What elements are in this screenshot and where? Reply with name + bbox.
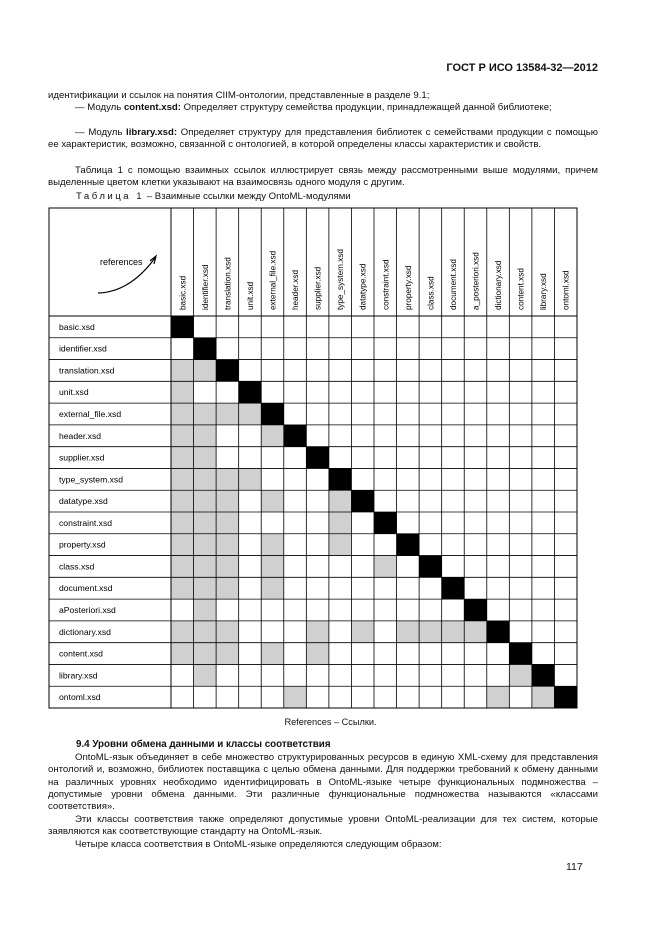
library-module-name: library.xsd:	[126, 127, 178, 138]
reference-cell	[171, 447, 194, 469]
reference-cell	[419, 621, 442, 643]
reference-cell	[171, 468, 194, 490]
column-header-label: library.xsd	[539, 273, 549, 310]
reference-cell	[171, 360, 194, 382]
reference-cell	[194, 621, 217, 643]
reference-cell	[194, 599, 217, 621]
column-header-label: dictionary.xsd	[494, 260, 504, 310]
table-caption-label: Таблица 1	[76, 191, 145, 202]
column-header-label: a_posteriori.xsd	[471, 252, 481, 310]
table-intro-paragraph: Таблица 1 с помощью взаимных ссылок иллюстрирует связь между рассмотренными выше модулями, причем выделенные цветом клетки указывают на взаимосвязь одного модуля с другим.	[48, 165, 598, 189]
reference-cell	[194, 490, 217, 512]
self-cell	[284, 425, 307, 447]
row-header-label: datatype.xsd	[59, 496, 108, 507]
reference-cell	[194, 447, 217, 469]
row-header-label: library.xsd	[59, 670, 98, 681]
reference-cell	[194, 643, 217, 665]
column-header-label: ontoml.xsd	[561, 270, 571, 310]
self-cell	[261, 403, 284, 425]
column-header-label: property.xsd	[403, 265, 413, 310]
column-header-label: supplier.xsd	[313, 266, 323, 310]
reference-cell	[284, 686, 307, 708]
reference-cell	[194, 664, 217, 686]
self-cell	[194, 338, 217, 360]
row-header-label: dictionary.xsd	[59, 626, 111, 637]
library-item-text: Определяет структуру для представления библиотек с семействами продукции с помощью ее характеристик, возможно, связанной с онтологией, в которой определены классы характеристик и свойств.	[48, 127, 598, 151]
column-header-label: datatype.xsd	[358, 263, 368, 310]
self-cell	[509, 643, 532, 665]
row-header-label: unit.xsd	[59, 387, 89, 398]
column-header-label: document.xsd	[448, 259, 458, 310]
reference-cell	[216, 468, 239, 490]
row-header-label: type_system.xsd	[59, 474, 123, 485]
self-cell	[239, 381, 262, 403]
column-header-label: basic.xsd	[178, 275, 188, 310]
reference-cell	[306, 643, 329, 665]
row-header-label: translation.xsd	[59, 365, 115, 376]
reference-cell	[171, 403, 194, 425]
column-header-label: class.xsd	[426, 276, 436, 310]
reference-cell	[171, 490, 194, 512]
reference-cell	[216, 577, 239, 599]
reference-cell	[171, 643, 194, 665]
column-header-label: unit.xsd	[245, 281, 255, 310]
reference-cell	[261, 577, 284, 599]
column-header-label: type_system.xsd	[336, 249, 346, 310]
row-header-label: property.xsd	[59, 539, 106, 550]
self-cell	[306, 447, 329, 469]
self-cell	[464, 599, 487, 621]
reference-cell	[194, 425, 217, 447]
reference-cell	[194, 577, 217, 599]
reference-cell	[194, 556, 217, 578]
reference-cell	[464, 621, 487, 643]
self-cell	[442, 577, 465, 599]
reference-cell	[216, 643, 239, 665]
row-header-label: basic.xsd	[59, 321, 95, 332]
row-header-label: content.xsd	[59, 648, 103, 659]
standard-header: ГОСТ Р ИСО 13584-32—2012	[446, 62, 598, 74]
self-cell	[397, 534, 420, 556]
reference-cell	[194, 468, 217, 490]
row-header-label: ontoml.xsd	[59, 692, 101, 703]
reference-cell	[171, 577, 194, 599]
row-header-label: external_file.xsd	[59, 409, 122, 419]
reference-cell	[171, 425, 194, 447]
section-heading: 9.4 Уровни обмена данными и классы соответствия	[76, 739, 331, 750]
self-cell	[171, 316, 194, 338]
self-cell	[554, 686, 577, 708]
self-cell	[487, 621, 510, 643]
reference-cell	[171, 621, 194, 643]
reference-cell	[397, 621, 420, 643]
reference-cell	[306, 621, 329, 643]
reference-cell	[216, 403, 239, 425]
self-cell	[532, 664, 555, 686]
content-module-name: content.xsd:	[123, 102, 181, 113]
row-header-label: constraint.xsd	[59, 517, 113, 528]
corner-cell	[98, 256, 156, 293]
table-caption-text: – Взаимные ссылки между OntoML-модулями	[144, 191, 351, 202]
reference-cell	[261, 425, 284, 447]
reference-cell	[216, 490, 239, 512]
reference-cell	[442, 621, 465, 643]
row-header-label: supplier.xsd	[59, 452, 105, 463]
reference-cell	[261, 643, 284, 665]
reference-cell	[329, 512, 352, 534]
intro-line: идентификации и ссылок на понятия CIIM-онтологии, представленные в разделе 9.1;	[48, 90, 430, 101]
reference-cell	[216, 512, 239, 534]
reference-cell	[216, 534, 239, 556]
page-number: 117	[566, 861, 583, 873]
self-cell	[216, 360, 239, 382]
reference-cell	[194, 403, 217, 425]
reference-cell	[487, 686, 510, 708]
reference-cell	[216, 621, 239, 643]
section-paragraph-3: Четыре класса соответствия в OntoML-языке определяются следующим образом:	[75, 839, 442, 850]
reference-cell	[351, 621, 374, 643]
column-header-label: external_file.xsd	[268, 250, 278, 310]
reference-cell	[329, 534, 352, 556]
reference-cell	[261, 490, 284, 512]
reference-cell	[194, 512, 217, 534]
reference-cell	[509, 664, 532, 686]
reference-cell	[171, 534, 194, 556]
column-header-label: constraint.xsd	[381, 259, 391, 310]
reference-cell	[171, 381, 194, 403]
self-cell	[329, 468, 352, 490]
content-item-prefix: — Модуль	[75, 102, 124, 113]
self-cell	[374, 512, 397, 534]
column-header-label: identifier.xsd	[200, 264, 210, 310]
reference-cell	[239, 468, 262, 490]
column-header-label: content.xsd	[516, 268, 526, 310]
library-item-prefix: — Модуль	[75, 127, 127, 138]
self-cell	[351, 490, 374, 512]
reference-cell	[261, 556, 284, 578]
reference-cell	[194, 534, 217, 556]
reference-cell	[261, 534, 284, 556]
reference-cell	[216, 556, 239, 578]
row-header-label: aPosteriori.xsd	[59, 605, 116, 615]
reference-cell	[239, 403, 262, 425]
reference-cell	[194, 360, 217, 382]
reference-cell	[329, 490, 352, 512]
column-header-label: translation.xsd	[223, 257, 233, 310]
corner-references-label: references	[100, 257, 143, 267]
column-header-label: header.xsd	[291, 269, 301, 310]
self-cell	[419, 556, 442, 578]
row-header-label: document.xsd	[59, 583, 113, 594]
section-paragraph-2: Эти классы соответствия также определяют допустимые уровни OntoML-реализации для тех систем, которые заявляются как соответствующие стандарту на OntoML-язык.	[48, 814, 598, 838]
reference-cell	[374, 556, 397, 578]
reference-cell	[532, 686, 555, 708]
section-paragraph-1: OntoML-язык объединяет в себе множество структурированных ресурсов в единую XML-схему для представления онтологий и, возможно, библиотек поставщика с целью обмена данными. Для поддержки требований к обмену данными на различных уровнях необходимо идентифицировать в OntoML-языке четыре функциональных подмножества – допустимые уровни обмена данными. Эти различные функциональные подмножества называются «классами соответствия».	[48, 752, 598, 813]
row-header-label: header.xsd	[59, 430, 102, 441]
row-header-label: class.xsd	[59, 561, 95, 572]
table-footnote: References – Ссылки.	[284, 717, 377, 727]
row-header-label: identifier.xsd	[59, 343, 107, 354]
reference-cell	[171, 556, 194, 578]
content-item-text: Определяет структуру семейства продукции, принадлежащей данной библиотеке;	[180, 102, 552, 113]
reference-cell	[171, 512, 194, 534]
